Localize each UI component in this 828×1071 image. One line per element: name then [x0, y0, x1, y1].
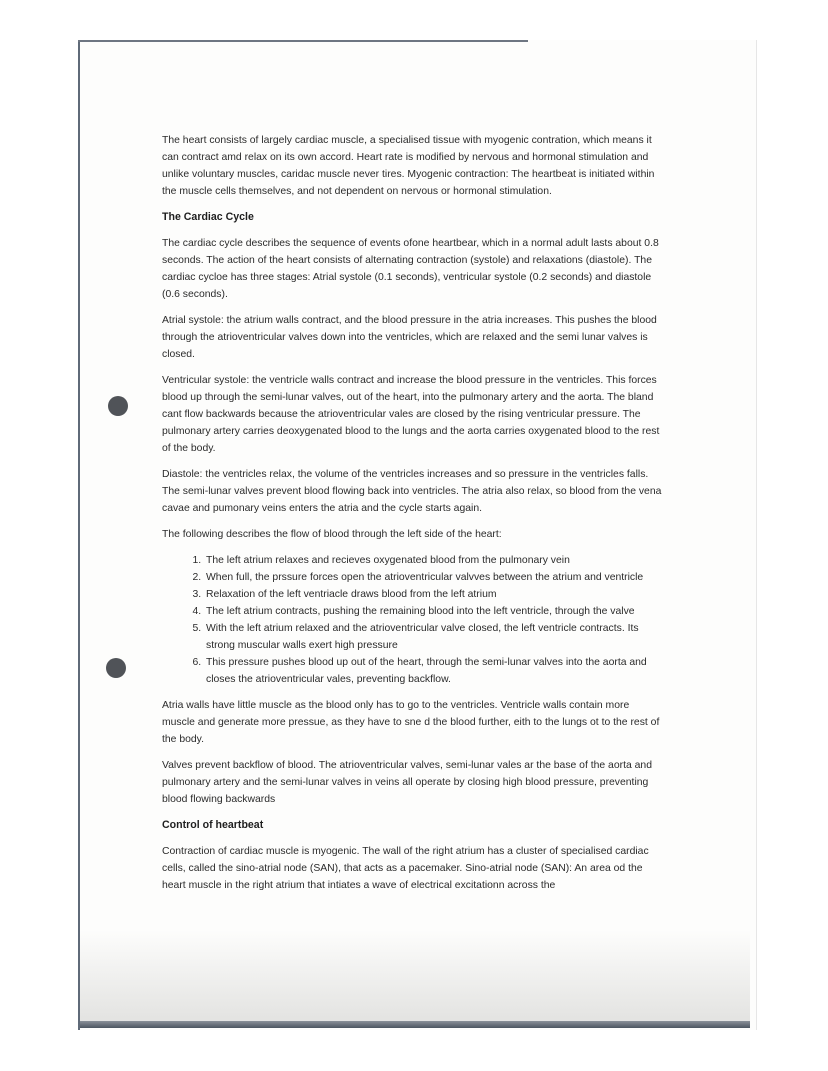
punch-hole-top: [108, 396, 128, 416]
list-item: 1. The left atrium relaxes and recieves oxygenated blood from the pulmonary vein: [204, 552, 662, 569]
punch-hole-bottom: [106, 658, 126, 678]
flow-steps-list: [162, 552, 662, 688]
heading-cardiac-cycle: The Cardiac Cycle: [162, 211, 254, 223]
sheet-bottom-edge: [80, 1021, 750, 1028]
list-item: 3. Relaxation of the left ventriacle draws blood from the left atrium: [204, 586, 662, 603]
walls-paragraph: Atria walls have little muscle as the blood only has to go to the ventricles. Ventricle walls contain more muscle and generate more pressue, as they have to sne d the blood further, eith to the lungs ot to the rest of the body.: [162, 700, 660, 745]
background: [0, 0, 78, 1071]
ventricular-systole-paragraph: Ventricular systole: the ventricle walls contract and increase the blood pressure in the ventricles. This forces blood up through the semi-lunar valves, out of the heart, into the pulmonary artery and the aorta. The bland cant flow backwards because the atrioventricular vales are closed by the rising ventricular pressure. The pulmonary artery carries deoxygenated blood to the lungs and the aorta carries oxygenated blood to the rest of the body.: [162, 375, 660, 454]
flow-intro-paragraph: The following describes the flow of blood through the left side of the heart:: [162, 529, 502, 540]
control-paragraph: Contraction of cardiac muscle is myogenic. The wall of the right atrium has a cluster of specialised cardiac cells, called the sino-atrial node (SAN), that acts as a pacemaker. Sino-atrial node (SAN): An area od the heart muscle in the right atrium that intiates a wave of electrical excitationn across the: [162, 846, 649, 891]
valves-paragraph: Valves prevent backflow of blood. The atrioventricular valves, semi-lunar vales ar the base of the aorta and pulmonary artery and the semi-lunar valves in veins all operate by closing high blood pressure, preventing blood flowing backwards: [162, 760, 652, 805]
sheet-bottom-shadow: [80, 930, 750, 1022]
heading-control-of-heartbeat: Control of heartbeat: [162, 819, 264, 831]
cycle-intro-paragraph: The cardiac cycle describes the sequence of events ofone heartbear, which in a normal adult lasts about 0.8 seconds. The action of the heart consists of alternating contraction (systole) and relaxations (diastole). The cardiac cycloe has three stages: Atrial systole (0.1 seconds), ventricular systole (0.2 seconds) and diastole (0.6 seconds).: [162, 238, 659, 300]
list-item: 6. This pressure pushes blood up out of the heart, through the semi-lunar valves into the aorta and closes the atrioventricular vales, preventing backflow.: [204, 654, 662, 688]
diastole-paragraph: Diastole: the ventricles relax, the volume of the ventricles increases and so pressure in the ventricles falls. The semi-lunar valves prevent blood flowing back into ventricles. The atria also relax, so blood from the vena cavae and pumonary veins enters the atria and the cycle starts again.: [162, 469, 662, 514]
sheet-top-edge: [78, 40, 528, 42]
list-item: 2. When full, the prssure forces open the atrioventricular valvves between the atrium and ventricle: [204, 569, 662, 586]
list-item: 5. With the left atrium relaxed and the atrioventricular valve closed, the left ventricle contracts. Its strong muscular walls exert high pressure: [204, 620, 662, 654]
document-body: [162, 132, 662, 903]
atrial-systole-paragraph: Atrial systole: the atrium walls contract, and the blood pressure in the atria increases. This pushes the blood through the atrioventricular valves down into the ventricles, which are relaxed and the semi lunar valves is closed.: [162, 315, 657, 360]
list-item: 4. The left atrium contracts, pushing the remaining blood into the left ventricle, through the valve: [204, 603, 662, 620]
intro-paragraph: The heart consists of largely cardiac muscle, a specialised tissue with myogenic contration, which means it can contract amd relax on its own accord. Heart rate is modified by nervous and hormonal stimulation and unlike voluntary muscles, caridac muscle never tires. Myogenic contraction: The heartbeat is initiated within the muscle cells themselves, and not dependent on nervous or hormonal stimulation.: [162, 135, 655, 197]
